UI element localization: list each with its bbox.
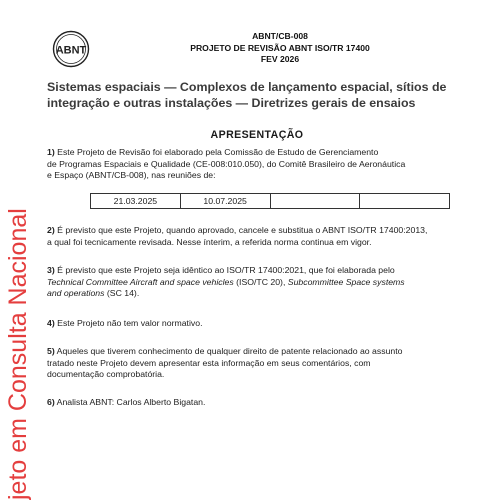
paragraph-text: de Programas Espaciais e Qualidade (CE-008:010.050), do Comitê Brasileiro de Aeronáutica <box>47 158 406 169</box>
project-date: FEV 2026 <box>260 54 300 64</box>
meeting-date-cell <box>360 194 450 209</box>
paragraph-text: a qual foi tecnicamente revisada. Nesse ínterim, a referida norma continua em vigor. <box>47 236 372 247</box>
committee-name: Technical Committee Aircraft and space vehicles <box>47 276 234 287</box>
paragraph-1 <box>47 147 465 182</box>
paragraph-number: 2) <box>47 225 55 235</box>
meetings-table <box>90 193 450 209</box>
paragraph-number: 4) <box>47 318 55 328</box>
committee-code: ABNT/CB-008 <box>252 31 308 41</box>
title-line-1: Sistemas espaciais — Complexos de lançamento espacial, sítios de <box>47 80 447 94</box>
document-header <box>140 31 420 66</box>
paragraph-text: Este Projeto não tem valor normativo. <box>54 318 203 328</box>
abnt-logo <box>52 30 90 68</box>
meeting-date-cell <box>270 194 360 209</box>
paragraph-text: Analista ABNT: Carlos Alberto Bigatan. <box>54 397 206 407</box>
paragraph-text: documentação comprobatória. <box>47 369 165 380</box>
section-heading: APRESENTAÇÃO <box>210 129 304 141</box>
paragraph-text: e Espaço (ABNT/CB-008), nas reuniões de: <box>47 170 216 181</box>
paragraph-number: 6) <box>47 397 55 407</box>
consultation-watermark: jeto em Consulta Nacional <box>4 208 32 500</box>
paragraph-text: É previsto que este Projeto, quando aprovado, cancele e substitua o ABNT ISO/TR 17400:2013, <box>54 225 428 235</box>
paragraph-number: 5) <box>47 346 55 356</box>
paragraph-4 <box>47 318 465 330</box>
paragraph-number: 1) <box>47 147 55 157</box>
abnt-logo-text: ABNT <box>55 44 87 57</box>
table-row <box>91 194 450 209</box>
paragraph-text: (SC 14). <box>104 288 140 299</box>
paragraph-text: Este Projeto de Revisão foi elaborado pela Comissão de Estudo de Gerenciamento <box>54 147 379 157</box>
project-name: PROJETO DE REVISÃO ABNT ISO/TR 17400 <box>190 42 370 53</box>
meeting-date-cell: 21.03.2025 <box>91 194 181 209</box>
paragraph-text: (ISO/TC 20), <box>233 276 288 287</box>
subcommittee-name: Subcommittee Space systems <box>287 276 405 287</box>
paragraph-5 <box>47 346 465 381</box>
paragraph-text: tratado neste Projeto devem apresentar esta informação em seus comentários, com <box>47 357 371 368</box>
title-line-2: integração e outras instalações — Diretrizes gerais de ensaios <box>47 96 416 110</box>
paragraph-3 <box>47 265 465 300</box>
meeting-date-cell: 10.07.2025 <box>180 194 270 209</box>
paragraph-2 <box>47 225 465 248</box>
paragraph-6 <box>47 397 465 409</box>
paragraph-text: Aqueles que tiverem conhecimento de qualquer direito de patente relacionado ao assunto <box>54 346 403 356</box>
subcommittee-name: and operations <box>47 288 105 299</box>
document-title <box>47 79 467 111</box>
paragraph-number: 3) <box>47 265 55 275</box>
paragraph-text: É previsto que este Projeto seja idêntico ao ISO/TR 17400:2021, que foi elaborada pelo <box>54 265 395 275</box>
